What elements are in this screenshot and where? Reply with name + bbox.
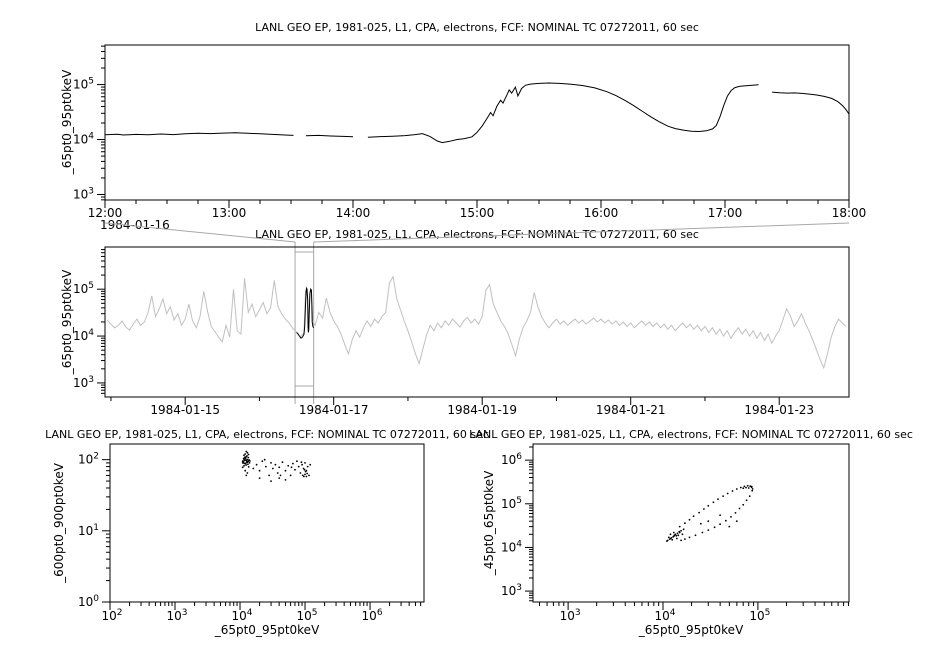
svg-text:102: $10^2$: [101, 608, 123, 623]
svg-text:105: $10^5$: [500, 495, 522, 511]
svg-text:17:00: 17:00: [707, 206, 743, 220]
svg-text:103: $10^3$: [72, 374, 94, 390]
mid-plot-area[interactable]: [73, 223, 849, 417]
bl-series-_600pt0_900pt0keV vs _65pt0_95pt0keV: [242, 451, 311, 482]
svg-text:104: $10^4$: [72, 328, 94, 344]
svg-text:104: $10^4$: [231, 608, 253, 623]
plot2-ylabel: _65pt0_95pt0keV: [60, 269, 74, 375]
svg-text:1984-01-17: 1984-01-17: [298, 403, 369, 417]
bl-frame: [110, 444, 424, 602]
top-plot-area[interactable]: [73, 45, 866, 220]
svg-text:103: $10^3$: [500, 583, 522, 599]
plot4-title: LANL GEO EP, 1981-025, L1, CPA, electrons, FCF: NOMINAL TC 07272011, 60 sec: [469, 428, 913, 441]
svg-text:104: $10^4$: [654, 608, 676, 623]
svg-text:102: $10^2$: [77, 451, 99, 467]
zoom-connector-right: [314, 223, 849, 242]
svg-text:1984-01-15: 1984-01-15: [150, 403, 221, 417]
plot2-title: LANL GEO EP, 1981-025, L1, CPA, electrons, FCF: NOMINAL TC 07272011, 60 sec: [255, 228, 699, 241]
plot3-xlabel: _65pt0_95pt0keV: [214, 623, 320, 637]
svg-text:1984-01-23: 1984-01-23: [744, 403, 815, 417]
svg-text:105: $10^5$: [296, 608, 318, 623]
mid-series-context: [107, 277, 846, 368]
svg-text:103: $10^3$: [72, 186, 94, 202]
bl-plot-area[interactable]: [78, 444, 424, 623]
svg-text:105: $10^5$: [749, 608, 771, 623]
svg-text:1984-01-19: 1984-01-19: [447, 403, 518, 417]
plot1-ylabel: _65pt0_95pt0keV: [60, 69, 74, 175]
svg-text:18:00: 18:00: [831, 206, 867, 220]
svg-text:106: $10^6$: [361, 608, 383, 623]
svg-text:103: $10^3$: [559, 608, 581, 623]
top-frame: [105, 45, 849, 200]
plot1-title: LANL GEO EP, 1981-025, L1, CPA, electrons, FCF: NOMINAL TC 07272011, 60 sec: [255, 21, 699, 34]
plot4-xlabel: _65pt0_95pt0keV: [638, 623, 744, 637]
svg-text:105: $10^5$: [72, 76, 94, 92]
plot1-context-date: 1984-01-16: [100, 218, 170, 232]
svg-text:16:00: 16:00: [583, 206, 619, 220]
plot3-title: LANL GEO EP, 1981-025, L1, CPA, electrons, FCF: NOMINAL TC 07272011, 60 sec: [45, 428, 489, 441]
zoom-selection-box[interactable]: [105, 223, 849, 404]
svg-text:100: $10^0$: [77, 594, 99, 609]
svg-text:1984-01-21: 1984-01-21: [595, 403, 666, 417]
svg-text:105: $10^5$: [72, 281, 94, 297]
br-plot-area[interactable]: [501, 444, 849, 623]
svg-text:13:00: 13:00: [211, 206, 247, 220]
plot4-ylabel: _45pt0_65pt0keV: [482, 470, 496, 576]
svg-text:14:00: 14:00: [335, 206, 371, 220]
svg-text:104: $10^4$: [72, 131, 94, 147]
plot3-ylabel: _600pt0_900pt0keV: [52, 463, 66, 583]
svg-text:15:00: 15:00: [459, 206, 495, 220]
top-series-_65pt0_95pt0keV: [105, 83, 849, 143]
svg-text:101: $10^1$: [77, 522, 99, 538]
zoom-connector-left: [105, 223, 295, 242]
svg-text:12:00: 12:00: [87, 206, 123, 220]
br-frame: [533, 444, 849, 602]
svg-text:103: $10^3$: [166, 608, 188, 623]
svg-text:106: $10^6$: [500, 452, 522, 468]
svg-text:104: $10^4$: [500, 539, 522, 555]
br-series-_45pt0_65pt0keV vs _65pt0_95pt0keV: [666, 485, 753, 542]
